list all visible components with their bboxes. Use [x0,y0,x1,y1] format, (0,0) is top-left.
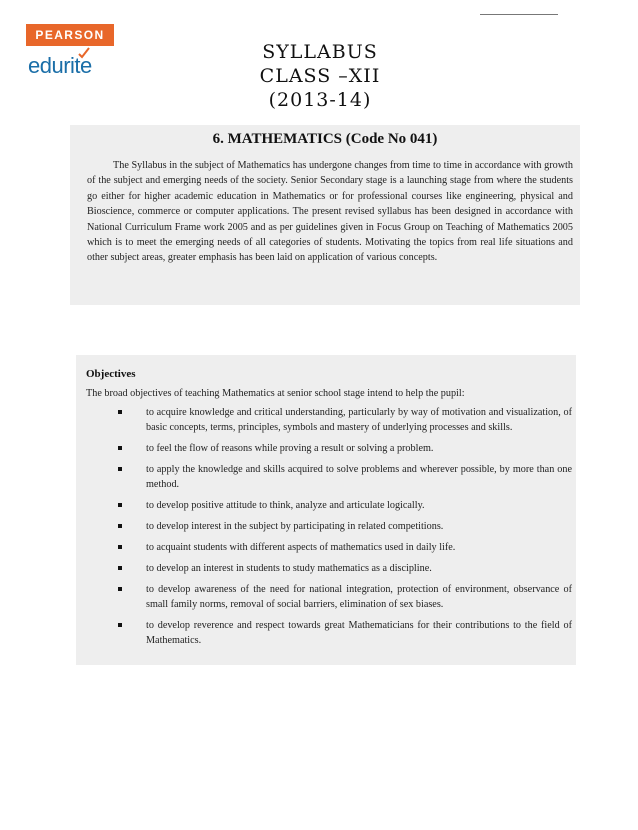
bullet-icon [118,545,122,549]
bullet-icon [118,587,122,591]
list-item [86,540,572,555]
list-item [86,519,572,534]
bullet-icon [118,566,122,570]
list-item-text: to acquaint students with different aspects of mathematics used in daily life. [146,542,456,553]
pearson-logo: PEARSON [26,24,114,46]
list-item-text: to develop positive attitude to think, analyze and articulate logically. [146,500,425,511]
mathematics-section [70,125,580,305]
section-heading: 6. MATHEMATICS (Code No 041) [212,131,438,147]
list-item [86,441,572,456]
list-item [86,582,572,612]
list-item [86,561,572,576]
edurite-check-icon [78,47,90,59]
list-item [86,405,572,435]
title-year: (2013-14) [268,89,372,111]
list-item-text: to apply the knowledge and skills acquired to solve problems and wherever possible, by more than one method. [146,464,572,490]
document-title [200,40,440,112]
bullet-icon [118,524,122,528]
section-paragraph: The Syllabus in the subject of Mathematics has undergone changes from time to time in accordance with growth of the subject and emerging needs of the society. Senior Secondary stage is a launching stage from where the students go either for higher academic education in Mathematics or for professional courses like engineering, physical and Bioscience, commerce or computer applications. The present revised syllabus has been designed in accordance with National Curriculum Frame work 2005 and as per guidelines given in Focus Group on Teaching of Mathematics 2005 which is to meet the emerging needs of all categories of students. Motivating the topics from real life situations and other subject areas, greater emphasis has been laid on application of various concepts. [87,160,573,264]
list-item-text: to develop an interest in students to study mathematics as a discipline. [146,563,432,574]
title-syllabus: SYLLABUS [262,41,378,63]
bullet-icon [118,446,122,450]
objectives-intro: The broad objectives of teaching Mathematics at senior school stage intend to help the pupil: [86,388,465,399]
bullet-icon [118,623,122,627]
list-item-text: to acquire knowledge and critical understanding, particularly by way of motivation and visualization, of basic concepts, terms, principles, symbols and mastery of underlying processes and skills. [146,407,572,433]
list-item-text: to feel the flow of reasons while proving a result or solving a problem. [146,443,434,454]
bullet-icon [118,467,122,471]
list-item [86,618,572,648]
edurite-text: edurite [28,53,92,78]
top-rule [480,14,558,15]
list-item [86,462,572,492]
objectives-heading: Objectives [86,368,136,380]
bullet-icon [118,410,122,414]
list-item-text: to develop awareness of the need for national integration, protection of environment, observance of small family norms, removal of social barriers, elimination of sex biases. [146,584,572,610]
bullet-icon [118,503,122,507]
list-item-text: to develop reverence and respect towards great Mathematicians for their contributions to the field of Mathematics. [146,620,572,646]
objectives-section [76,355,576,665]
list-item [86,498,572,513]
edurite-logo [28,53,92,79]
title-class: CLASS –XII [259,65,381,87]
list-item-text: to develop interest in the subject by participating in related competitions. [146,521,444,532]
objectives-list [86,405,572,654]
